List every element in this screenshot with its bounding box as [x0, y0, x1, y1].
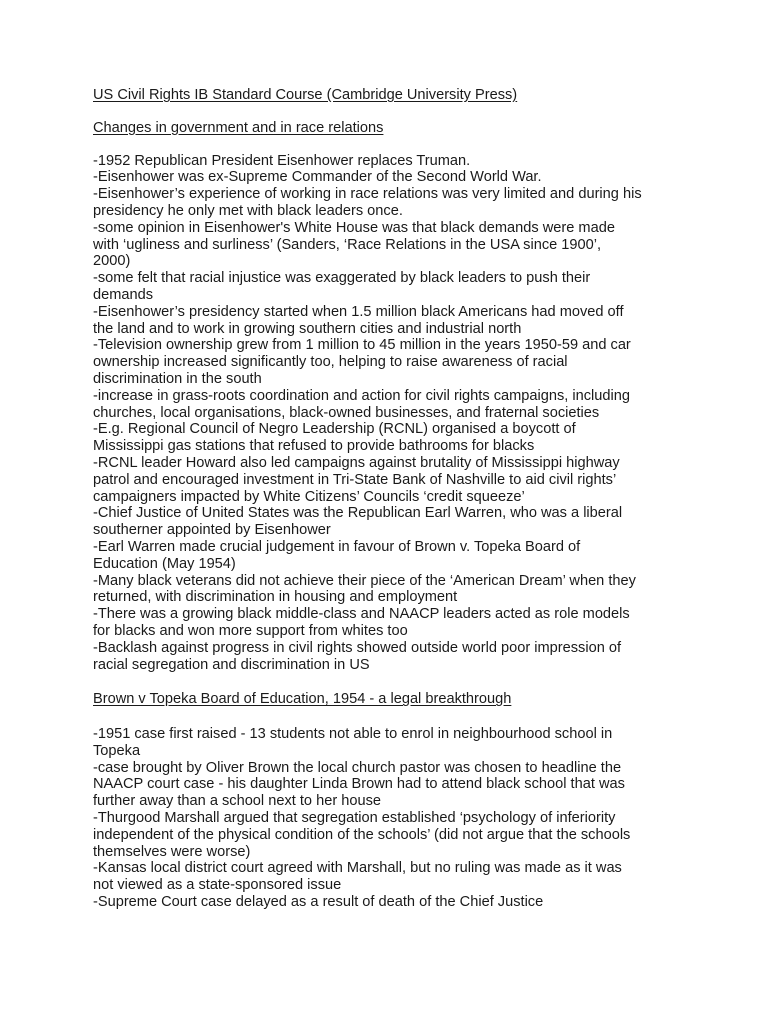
text-line: Mississippi gas stations that refused to provide bathrooms for blacks	[93, 438, 535, 455]
text-line: -increase in grass-roots coordination and action for civil rights campaigns, including	[93, 387, 630, 404]
text-line: discrimination in the south	[93, 370, 262, 387]
text-line: returned, with discrimination in housing and employment	[93, 589, 458, 606]
text-line: Topeka	[93, 742, 141, 759]
text-line: NAACP court case - his daughter Linda Brown had to attend black school that was	[93, 776, 625, 793]
text-line: further away than a school next to her house	[93, 793, 381, 810]
spacer	[93, 104, 693, 120]
text-line: churches, local organisations, black-owned businesses, and fraternal societies	[93, 404, 600, 421]
text-line: Education (May 1954)	[93, 555, 236, 572]
text-line: the land and to work in growing southern cities and industrial north	[93, 320, 522, 337]
text-line: -some felt that racial injustice was exaggerated by black leaders to push their	[93, 270, 591, 287]
spacer	[93, 673, 693, 691]
document-title: US Civil Rights IB Standard Course (Cambridge University Press)	[93, 87, 518, 103]
section-heading-brown: Brown v Topeka Board of Education, 1954 - a legal breakthrough	[93, 691, 512, 708]
text-line: -Many black veterans did not achieve their piece of the ‘American Dream’ when they	[93, 572, 636, 589]
text-line: -Television ownership grew from 1 million to 45 million in the years 1950-59 and car	[93, 337, 631, 354]
text-line: campaigners impacted by White Citizens’ Councils ‘credit squeeze’	[93, 488, 525, 505]
text-line: demands	[93, 286, 154, 303]
section-heading-changes: Changes in government and in race relations	[93, 119, 384, 136]
section-body-changes	[93, 153, 693, 674]
text-line: independent of the physical condition of the schools’ (did not argue that the schools	[93, 826, 631, 843]
text-line: racial segregation and discrimination in US	[93, 656, 370, 673]
text-line: -E.g. Regional Council of Negro Leadership (RCNL) organised a boycott of	[93, 421, 576, 438]
text-line: -Supreme Court case delayed as a result of death of the Chief Justice	[93, 894, 544, 911]
text-line: -Eisenhower’s experience of working in race relations was very limited and during his	[93, 186, 642, 203]
text-line: themselves were worse)	[93, 843, 251, 860]
text-line: presidency he only met with black leaders once.	[93, 202, 403, 219]
text-line: 2000)	[93, 253, 131, 270]
text-line: southerner appointed by Eisenhower	[93, 522, 331, 539]
text-line: for blacks and won more support from whites too	[93, 622, 408, 639]
text-line: -Thurgood Marshall argued that segregation established ‘psychology of inferiority	[93, 810, 616, 827]
text-line: patrol and encouraged investment in Tri-State Bank of Nashville to aid civil rights’	[93, 471, 617, 488]
document-page	[93, 87, 693, 911]
text-line: -Eisenhower’s presidency started when 1.5 million black Americans had moved off	[93, 303, 624, 320]
text-line: -Backlash against progress in civil rights showed outside world poor impression of	[93, 639, 622, 656]
text-line: -Kansas local district court agreed with Marshall, but no ruling was made as it was	[93, 860, 622, 877]
text-line: not viewed as a state-sponsored issue	[93, 877, 342, 894]
spacer	[93, 708, 693, 726]
text-line: with ‘ugliness and surliness’ (Sanders, ‘Race Relations in the USA since 1900’,	[93, 236, 602, 253]
text-line: -Eisenhower was ex-Supreme Commander of the Second World War.	[93, 169, 542, 186]
text-line: -There was a growing black middle-class and NAACP leaders acted as role models	[93, 606, 630, 623]
text-line: -Chief Justice of United States was the Republican Earl Warren, who was a liberal	[93, 505, 623, 522]
spacer	[93, 137, 693, 153]
section-body-brown	[93, 726, 693, 911]
text-line: -Earl Warren made crucial judgement in favour of Brown v. Topeka Board of	[93, 538, 581, 555]
text-line: -some opinion in Eisenhower's White House was that black demands were made	[93, 219, 615, 236]
text-line: -RCNL leader Howard also led campaigns against brutality of Mississippi highway	[93, 454, 620, 471]
text-line: -1951 case first raised - 13 students not able to enrol in neighbourhood school in	[93, 726, 613, 743]
text-line: ownership increased significantly too, helping to raise awareness of racial	[93, 354, 568, 371]
text-line: -1952 Republican President Eisenhower replaces Truman.	[93, 152, 471, 169]
text-line: -case brought by Oliver Brown the local church pastor was chosen to headline the	[93, 759, 622, 776]
